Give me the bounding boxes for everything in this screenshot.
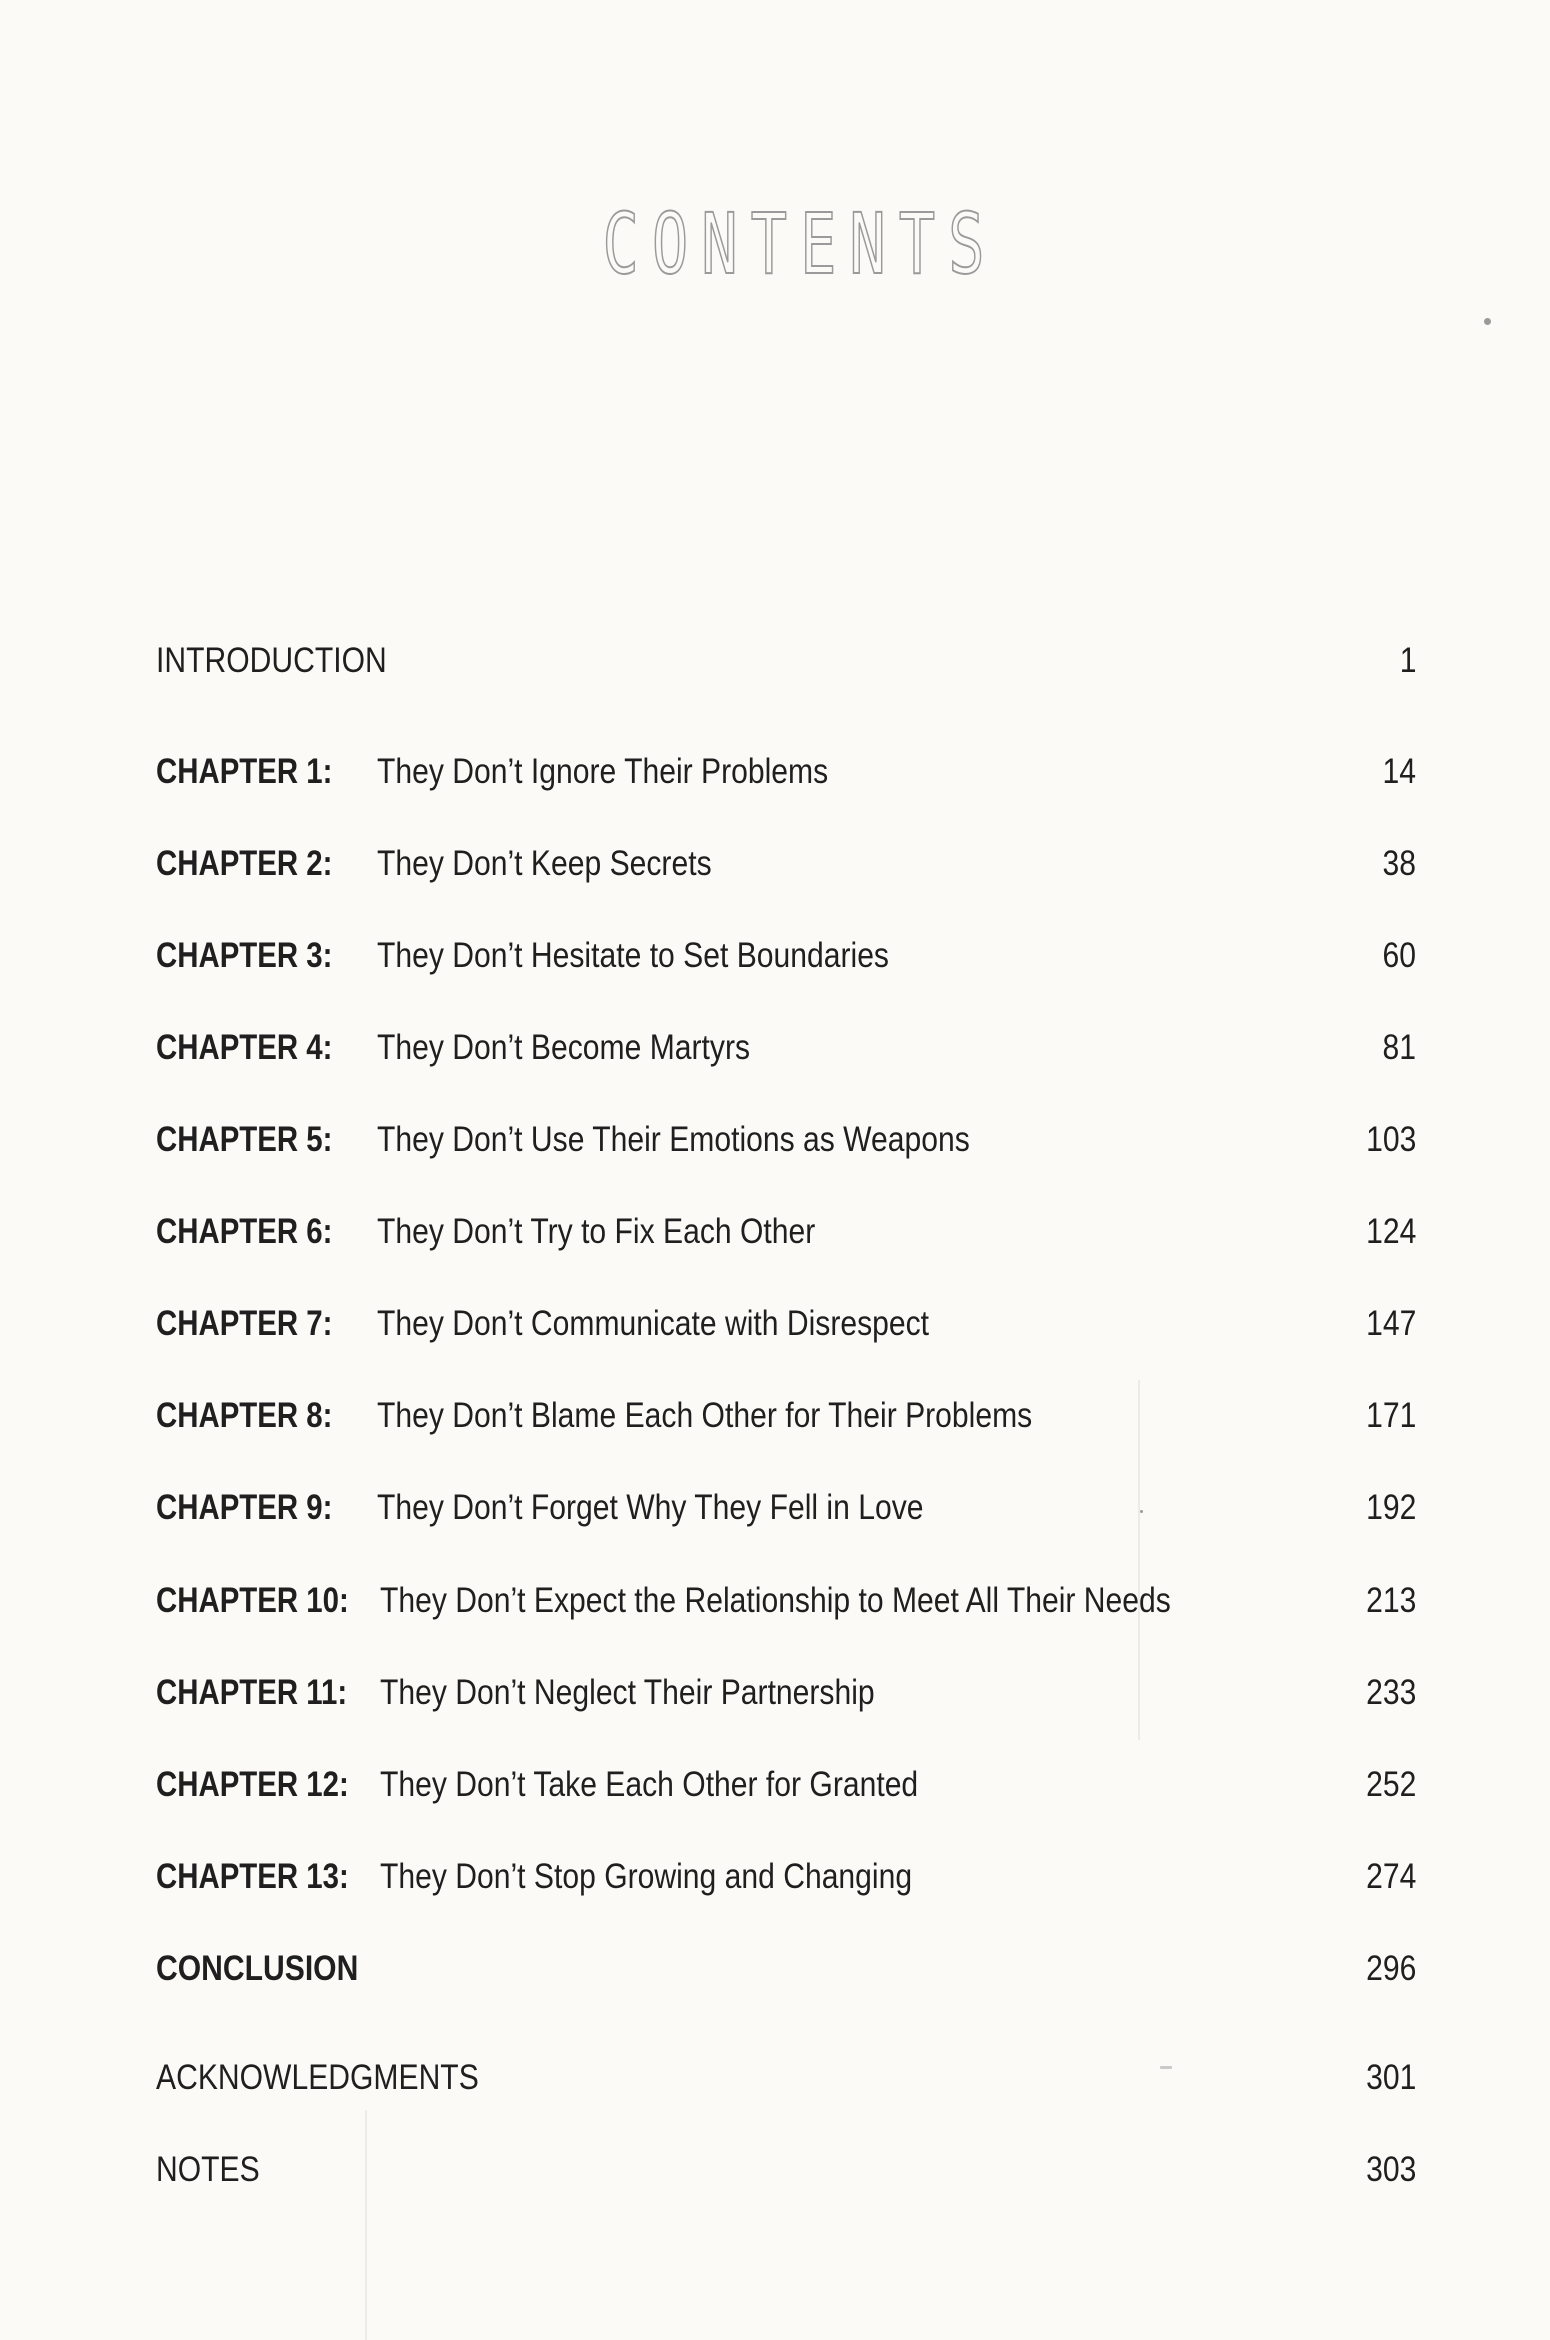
- chapter-number: CHAPTER 5:: [156, 1120, 333, 1159]
- toc-entry-conclusion[interactable]: [156, 1944, 1416, 1994]
- paper-crease: [1138, 1380, 1140, 1740]
- toc-entry-page-number: 124: [1365, 1212, 1416, 1251]
- chapter-title: They Don’t Expect the Relationship to Meet All Their Needs: [380, 1581, 1171, 1620]
- toc-entry-acknowledgments[interactable]: [156, 2053, 1416, 2103]
- chapter-title: They Don’t Ignore Their Problems: [377, 752, 829, 791]
- toc-entry-label: CONCLUSION: [156, 1949, 359, 1988]
- toc-entry-page-number: 38: [1382, 844, 1416, 883]
- chapter-number: CHAPTER 2:: [156, 844, 333, 883]
- paper-speck: [1160, 2066, 1172, 2069]
- chapter-title: They Don’t Blame Each Other for Their Problems: [377, 1396, 1033, 1435]
- toc-entry-label: INTRODUCTION: [156, 641, 387, 680]
- toc-entry-page-number: 233: [1365, 1673, 1416, 1712]
- toc-entry-chapter-13[interactable]: [156, 1852, 1416, 1902]
- chapter-title: They Don’t Neglect Their Partnership: [380, 1673, 875, 1712]
- chapter-number: CHAPTER 13:: [156, 1857, 349, 1896]
- toc-entry-chapter-8[interactable]: [156, 1391, 1416, 1441]
- chapter-title: They Don’t Try to Fix Each Other: [377, 1212, 816, 1251]
- toc-entry-page-number: 303: [1365, 2150, 1416, 2189]
- chapter-title: They Don’t Communicate with Disrespect: [377, 1304, 930, 1343]
- toc-entry-chapter-2[interactable]: [156, 839, 1416, 889]
- chapter-title: They Don’t Keep Secrets: [377, 844, 712, 883]
- toc-entry-chapter-6[interactable]: [156, 1207, 1416, 1257]
- toc-entry-chapter-11[interactable]: [156, 1668, 1416, 1718]
- toc-entry-label: NOTES: [156, 2150, 260, 2189]
- toc-entry-page-number: 60: [1382, 936, 1416, 975]
- chapter-number: CHAPTER 8:: [156, 1396, 333, 1435]
- toc-entry-chapter-4[interactable]: [156, 1023, 1416, 1073]
- paper-speck: [1140, 1510, 1143, 1513]
- chapter-number: CHAPTER 12:: [156, 1765, 349, 1804]
- chapter-number: CHAPTER 10:: [156, 1581, 349, 1620]
- toc-entry-page-number: 252: [1365, 1765, 1416, 1804]
- chapter-title: They Don’t Become Martyrs: [377, 1028, 751, 1067]
- toc-entry-page-number: 14: [1382, 752, 1416, 791]
- chapter-title: They Don’t Hesitate to Set Boundaries: [377, 936, 889, 975]
- chapter-number: CHAPTER 7:: [156, 1304, 333, 1343]
- toc-entry-page-number: 1: [1399, 641, 1416, 680]
- chapter-number: CHAPTER 1:: [156, 752, 333, 791]
- page-title: CONTENTS: [602, 195, 998, 293]
- paper-speck: [1484, 318, 1491, 325]
- toc-entry-chapter-1[interactable]: [156, 747, 1416, 797]
- paper-crease: [365, 2110, 367, 2340]
- toc-entry-chapter-9[interactable]: [156, 1483, 1416, 1533]
- chapter-title: They Don’t Take Each Other for Granted: [380, 1765, 919, 1804]
- chapter-number: CHAPTER 3:: [156, 936, 333, 975]
- toc-entry-page-number: 192: [1365, 1488, 1416, 1527]
- toc-entry-notes[interactable]: [156, 2145, 1416, 2195]
- toc-entry-page-number: 81: [1382, 1028, 1416, 1067]
- chapter-title: They Don’t Forget Why They Fell in Love: [377, 1488, 924, 1527]
- toc-entry-chapter-3[interactable]: [156, 931, 1416, 981]
- chapter-number: CHAPTER 11:: [156, 1673, 348, 1712]
- toc-entry-introduction[interactable]: [156, 636, 1416, 686]
- toc-entry-page-number: 301: [1365, 2058, 1416, 2097]
- chapter-number: CHAPTER 6:: [156, 1212, 333, 1251]
- chapter-number: CHAPTER 9:: [156, 1488, 333, 1527]
- toc-entry-chapter-10[interactable]: [156, 1576, 1416, 1626]
- toc-entry-page-number: 103: [1365, 1120, 1416, 1159]
- toc-entry-chapter-12[interactable]: [156, 1760, 1416, 1810]
- toc-entry-page-number: 213: [1365, 1581, 1416, 1620]
- chapter-number: CHAPTER 4:: [156, 1028, 333, 1067]
- chapter-title: They Don’t Stop Growing and Changing: [380, 1857, 913, 1896]
- toc-entry-chapter-5[interactable]: [156, 1115, 1416, 1165]
- toc-entry-page-number: 274: [1365, 1857, 1416, 1896]
- toc-entry-page-number: 147: [1365, 1304, 1416, 1343]
- toc-entry-chapter-7[interactable]: [156, 1299, 1416, 1349]
- chapter-title: They Don’t Use Their Emotions as Weapons: [377, 1120, 970, 1159]
- toc-entry-label: ACKNOWLEDGMENTS: [156, 2058, 479, 2097]
- toc-entry-page-number: 171: [1365, 1396, 1416, 1435]
- toc-entry-page-number: 296: [1365, 1949, 1416, 1988]
